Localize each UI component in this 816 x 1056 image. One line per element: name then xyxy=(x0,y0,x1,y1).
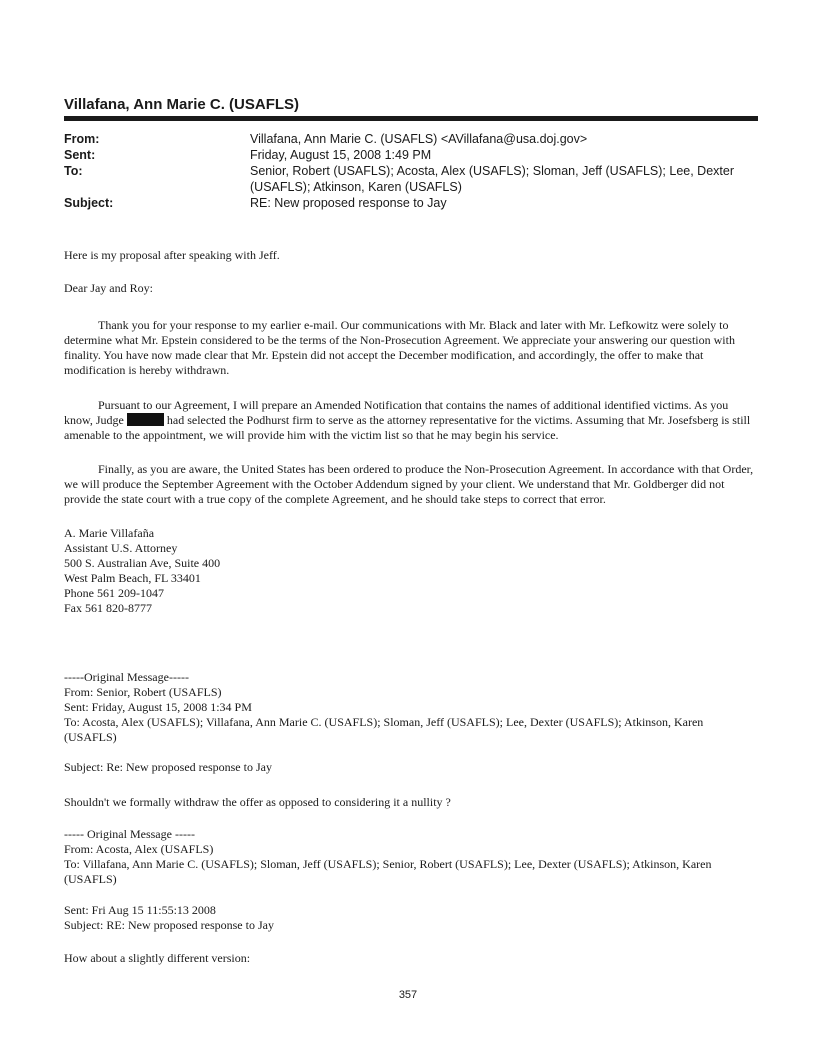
original-2-from: From: Acosta, Alex (USAFLS) xyxy=(64,842,214,856)
original-2-sent-subject xyxy=(64,903,758,933)
to-row xyxy=(64,163,750,195)
original-2-subject: Subject: RE: New proposed response to Jay xyxy=(64,918,274,932)
signature-phone: Phone 561 209-1047 xyxy=(64,586,164,600)
paragraph-2-start: Pursuant to our Agreement, I will prepare an Amended Notification that contains the names of additional identified victims. As you know, Judge xyxy=(64,398,729,427)
sent-label: Sent: xyxy=(64,148,96,162)
original-2-to: To: Villafana, Ann Marie C. (USAFLS); Sloman, Jeff (USAFLS); Senior, Robert (USAFLS); Lee, Dexter (USAFLS); Atkinson, Karen (USAFLS) xyxy=(64,857,712,886)
original-1-to: To: Acosta, Alex (USAFLS); Villafana, Ann Marie C. (USAFLS); Sloman, Jeff (USAFLS); Lee, Dexter (USAFLS); Atkinson, Karen (USAFLS) xyxy=(64,715,704,744)
sent-value: Friday, August 15, 2008 1:49 PM xyxy=(250,148,432,162)
original-message-marker: -----Original Message----- xyxy=(64,670,189,684)
signature-title: Assistant U.S. Attorney xyxy=(64,541,178,555)
redaction-block xyxy=(127,413,164,426)
original-message-2-header xyxy=(64,827,758,887)
sender-name-heading: Villafana, Ann Marie C. (USAFLS) xyxy=(64,96,300,113)
original-2-sent: Sent: Fri Aug 15 11:55:13 2008 xyxy=(64,903,216,917)
subject-row xyxy=(64,195,750,211)
from-label: From: xyxy=(64,132,100,146)
signature-block xyxy=(64,526,758,616)
original-message-1-header xyxy=(64,670,758,745)
page-number: 357 xyxy=(398,989,418,1001)
salutation: Dear Jay and Roy: xyxy=(64,281,153,295)
signature-address-2: West Palm Beach, FL 33401 xyxy=(64,571,201,585)
paragraph-1: Thank you for your response to my earlier e-mail. Our communications with Mr. Black and later with Mr. Lefkowitz were solely to determine what Mr. Epstein considered to be the terms of the Non-Prosecution Agreement. We appreciate your answering our question with finality. You have now made clear that Mr. Epstein did not accept the December modification, and accordingly, the offer to make that modification is hereby withdrawn. xyxy=(64,318,735,377)
email-header-fields xyxy=(64,131,750,211)
from-value: Villafana, Ann Marie C. (USAFLS) <AVillafana@usa.doj.gov> xyxy=(250,132,588,146)
original-1-from: From: Senior, Robert (USAFLS) xyxy=(64,685,222,699)
signature-address-1: 500 S. Australian Ave, Suite 400 xyxy=(64,556,221,570)
paragraph-3: Finally, as you are aware, the United States has been ordered to produce the Non-Prosecution Agreement. In accordance with that Order, we will produce the September Agreement with the October Addendum signed by your client. We understand that Mr. Goldberger did not provide the state court with a true copy of the complete Agreement, and he should take steps to correct that error. xyxy=(64,462,754,506)
signature-fax: Fax 561 820-8777 xyxy=(64,601,152,615)
from-row xyxy=(64,131,750,147)
header-divider xyxy=(64,116,758,121)
sent-row xyxy=(64,147,750,163)
to-value: Senior, Robert (USAFLS); Acosta, Alex (USAFLS); Sloman, Jeff (USAFLS); Lee, Dexter (USAFLS); Atkinson, Karen (USAFLS) xyxy=(250,164,734,194)
paragraph-2 xyxy=(64,398,758,443)
intro-line: Here is my proposal after speaking with Jeff. xyxy=(64,248,280,262)
subject-label: Subject: xyxy=(64,196,114,210)
to-label: To: xyxy=(64,164,83,178)
subject-value: RE: New proposed response to Jay xyxy=(250,196,447,210)
original-1-body: Shouldn't we formally withdraw the offer as opposed to considering it a nullity ? xyxy=(64,795,451,809)
paragraph-2-end: had selected the Podhurst firm to serve as the attorney representative for the victims. Assuming that Mr. Josefsberg is still amenable to the appointment, we will provide him with the victim list so that he may begin his service. xyxy=(64,413,751,442)
original-2-body: How about a slightly different version: xyxy=(64,951,251,965)
original-1-sent: Sent: Friday, August 15, 2008 1:34 PM xyxy=(64,700,252,714)
original-message-marker: ----- Original Message ----- xyxy=(64,827,195,841)
original-1-subject: Subject: Re: New proposed response to Jay xyxy=(64,760,272,774)
signature-name: A. Marie Villafaña xyxy=(64,526,155,540)
